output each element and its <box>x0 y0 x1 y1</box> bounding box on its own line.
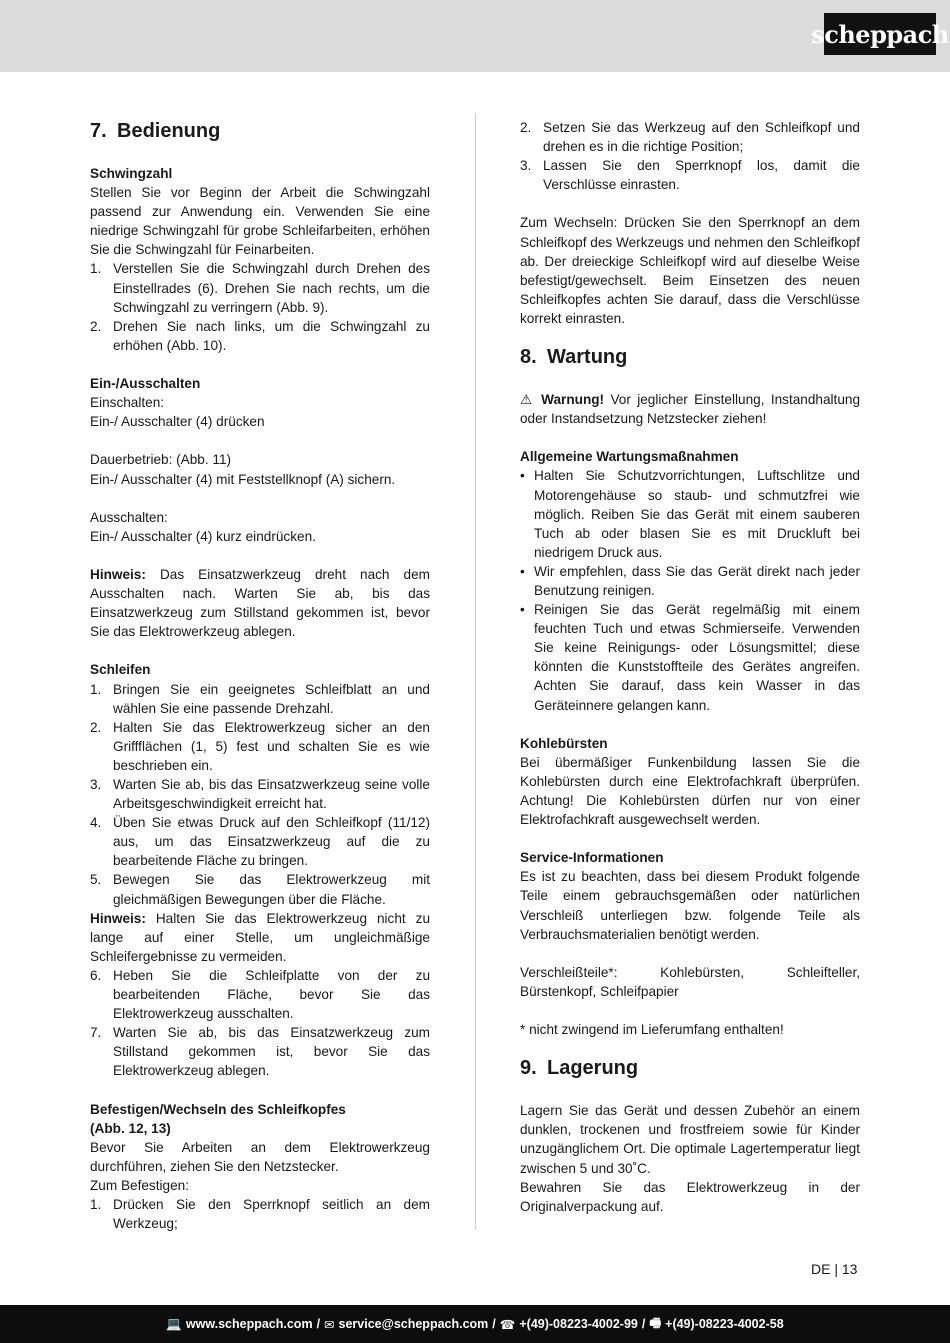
footnote: * nicht zwingend im Lieferumfang enthalten! <box>520 1022 784 1038</box>
separator: / <box>316 1317 321 1331</box>
text-line: Dauerbetrieb: (Abb. 11) <box>90 452 232 468</box>
subheading-ein-ausschalten: Ein-/Ausschalten <box>90 376 201 392</box>
paragraph: Es ist zu beachten, dass bei diesem Produkt folgende Teile einem gebrauchsgemäßen oder natürlichen Verschleiß unterliegen bzw. folgende Teile als Verbrauchsmaterialien benötigt werden. <box>520 869 860 942</box>
section-heading-8: 8. Wartung <box>520 346 628 369</box>
subheading-schwingzahl: Schwingzahl <box>90 166 173 181</box>
text-line: Zum Befestigen: <box>90 1177 189 1193</box>
computer-icon: 💻 <box>166 1316 182 1331</box>
separator: / <box>641 1317 646 1331</box>
email-link[interactable]: service@scheppach.com <box>338 1317 489 1331</box>
paragraph: Bevor Sie Arbeiten an dem Elektrowerkzeug durchführen, ziehen Sie den Netzstecker. <box>90 1139 430 1174</box>
paragraph: Bei übermäßiger Funkenbildung lassen Sie die Kohlebürsten durch eine Elektrofachkraft überprüfen. Achtung! Die Kohlebürsten dürfen nur von einer Elektrofachkraft ausgewechselt werden. <box>520 754 860 828</box>
list-item: 4. Üben Sie etwas Druck auf den Schleifkopf (11/12) aus, um das Einsatzwerkzeug auf die zu bearbeitende Fläche zu bringen. <box>90 815 430 869</box>
list-item: 1. Verstellen Sie die Schwingzahl durch Drehen des Einstellrades (6). Drehen Sie nach rechts, um die Schwingzahl zu verringern (Abb. 9). <box>90 261 430 315</box>
text-line: Ausschalten: <box>90 509 168 525</box>
subheading-befestigen: Befestigen/Wechseln des Schleifkopfes <box>90 1101 346 1117</box>
column-divider <box>475 113 476 1230</box>
scheppach-logo: scheppach <box>824 13 936 55</box>
list-item: 2. Halten Sie das Elektrowerkzeug sicher an den Griffflächen (1, 5) fest und schalten Sie es wie beschrieben ein. <box>90 719 430 773</box>
list-item: 2. Setzen Sie das Werkzeug auf den Schleifkopf und drehen es in die richtige Position; <box>520 120 860 155</box>
list-item: 1. Bringen Sie ein geeignetes Schleifblatt an und wählen Sie eine passende Drehzahl. <box>90 681 430 716</box>
list-item: 3. Warten Sie ab, bis das Einsatzwerkzeug seine volle Arbeitsgeschwindigkeit erreicht hat. <box>90 777 430 812</box>
page-number: DE | 13 <box>811 1261 858 1277</box>
text-line: Ein-/ Ausschalter (4) kurz eindrücken. <box>90 528 316 544</box>
footer-bar <box>0 1305 950 1343</box>
note-paragraph: Hinweis: Halten Sie das Elektrowerkzeug nicht zu lange auf einer Stelle, um ungleichmäßige Schleifergebnisse zu vermeiden. <box>90 910 430 964</box>
list-item: 7. Warten Sie ab, bis das Einsatzwerkzeug zum Stillstand gekommen ist, bevor Sie das Elektrowerkzeug ablegen. <box>90 1025 430 1079</box>
subheading-kohlebuersten: Kohlebürsten <box>520 735 608 751</box>
paragraph: Lagern Sie das Gerät und dessen Zubehör an einem dunklen, trockenen und frostfreiem sowie für Kinder unzugänglichem Ort. Die optimale Lagertemperatur liegt zwischen 5 und 30˚C. <box>520 1103 860 1176</box>
subheading-befestigen-ref: (Abb. 12, 13) <box>90 1120 171 1136</box>
section-heading-9: 9. Lagerung <box>520 1057 639 1080</box>
warning-icon: ⚠ <box>520 392 535 408</box>
bullet-item: • Wir empfehlen, dass Sie das Gerät direkt nach jeder Benutzung reinigen. <box>520 563 860 598</box>
text-line: Ein-/ Ausschalter (4) mit Feststellknopf (A) sichern. <box>90 471 396 487</box>
fax-number: +(49)-08223-4002-58 <box>665 1317 784 1331</box>
list-item: 3. Lassen Sie den Sperrknopf los, damit die Verschlüsse einrasten. <box>520 158 860 193</box>
text-line: Einschalten: <box>90 395 165 411</box>
section-heading-7: 7. Bedienung <box>90 120 221 142</box>
subheading-service-informationen: Service-Informationen <box>520 850 664 866</box>
text-line: Ein-/ Ausschalter (4) drücken <box>90 414 265 430</box>
mail-icon: ✉ <box>324 1317 335 1332</box>
bullet-item: • Halten Sie Schutzvorrichtungen, Luftschlitze und Motorengehäuse so staub- und schmutzfrei wie möglich. Reiben Sie das Gerät mit einem sauberen Tuch ab oder blasen Sie es mit Druckluft bei niedrigem Druck aus. <box>520 468 860 560</box>
left-column <box>90 118 430 1233</box>
warning-paragraph: ⚠ Warnung! Vor jeglicher Einstellung, Instandhaltung oder Instandsetzung Netzstecker ziehen! <box>520 392 861 427</box>
list-item: 1. Drücken Sie den Sperrknopf seitlich an dem Werkzeug; <box>90 1197 430 1232</box>
bullet-item: • Reinigen Sie das Gerät regelmäßig mit einem feuchten Tuch und etwas Schmierseife. Verwenden Sie keine Reinigungs- oder Lösungsmittel; diese könnten die Kunststoffteile des Gerätes angreifen. Achten Sie darauf, dass kein Wasser in das Geräteinnere gelangen kann. <box>520 602 860 713</box>
paragraph: Stellen Sie vor Beginn der Arbeit die Schwingzahl passend zur Anwendung ein. Verwenden Sie eine niedrige Schwingzahl für grobe Schleifarbeiten, erhöhen Sie die Schwingzahl für Feinarbeiten. <box>90 185 430 258</box>
paragraph: Bewahren Sie das Elektrowerkzeug in der Originalverpackung auf. <box>520 1179 860 1214</box>
list-item: 2. Drehen Sie nach links, um die Schwingzahl zu erhöhen (Abb. 10). <box>90 318 430 353</box>
fax-icon: 🖷 <box>649 1315 662 1330</box>
separator: / <box>492 1317 496 1331</box>
header-bar <box>0 0 950 72</box>
subheading-schleifen: Schleifen <box>90 662 151 678</box>
subheading-allgemeine-wartung: Allgemeine Wartungsmaßnahmen <box>520 449 739 465</box>
note-paragraph: Hinweis: Das Einsatzwerkzeug dreht nach dem Ausschalten nach. Warten Sie ab, bis das Einsatzwerkzeug zum Stillstand gekommen ist, bevor Sie das Elektrowerkzeug ablegen. <box>90 566 430 640</box>
paragraph: Zum Wechseln: Drücken Sie den Sperrknopf an dem Schleifkopf des Werkzeugs und nehmen den Schleifkopf ab. Der dreieckige Schleifkopf wird auf dieselbe Weise befestigt/gewechselt. Beim Einsetzen des neuen Schleifkopfes achten Sie darauf, dass die Verschlüsse korrekt einrasten. <box>520 215 860 326</box>
website-link[interactable]: www.scheppach.com <box>185 1317 313 1331</box>
list-item: 5. Bewegen Sie das Elektrowerkzeug mit gleichmäßigen Bewegungen über die Fläche. <box>90 872 430 907</box>
phone-icon: ☎ <box>499 1317 516 1332</box>
list-item: 6. Heben Sie die Schleifplatte von der zu bearbeitenden Fläche, bevor Sie das Elektrowerkzeug ausschalten. <box>90 967 430 1022</box>
right-column <box>520 118 860 1216</box>
phone-number: +(49)-08223-4002-99 <box>519 1317 638 1331</box>
paragraph: Verschleißteile*: Kohlebürsten, Schleifteller, Bürstenkopf, Schleifpapier <box>520 964 860 999</box>
